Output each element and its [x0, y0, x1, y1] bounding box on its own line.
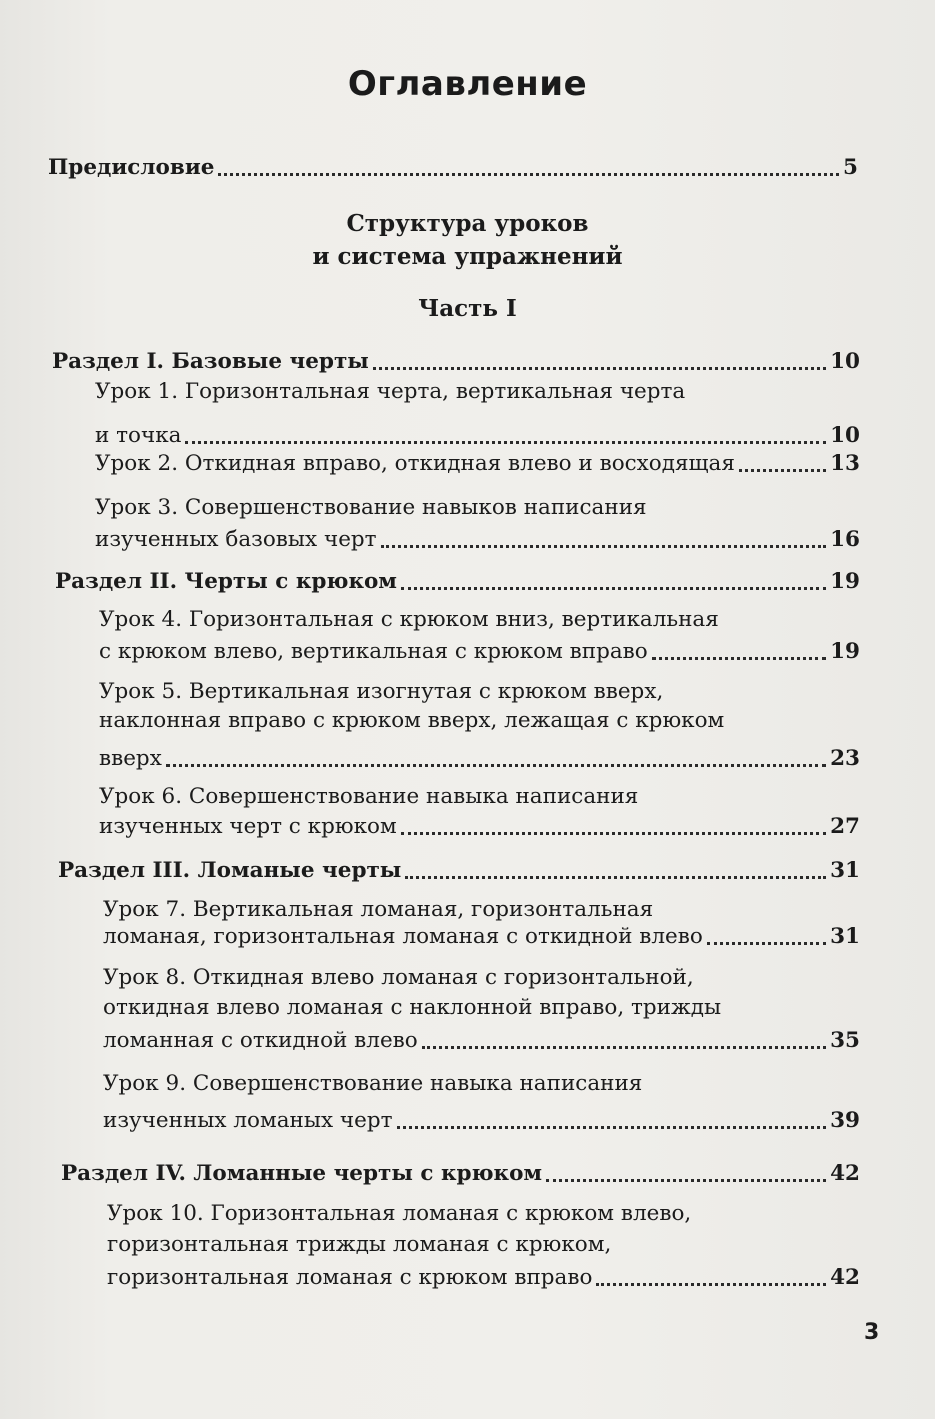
toc-lesson-text: Урок 10. Горизонтальная ломаная с крюком влево,	[107, 1201, 692, 1226]
toc-lesson-line	[103, 1068, 860, 1100]
toc-lesson-line[interactable]	[103, 1025, 860, 1057]
toc-lesson-text: Урок 6. Совершенствование навыка написания	[99, 784, 639, 809]
toc-lesson-line	[99, 705, 860, 737]
toc-section-label: Раздел II. Черты с крюком	[55, 569, 397, 594]
structure-heading: Структура уроков	[346, 210, 589, 237]
toc-lesson-line[interactable]	[107, 1262, 860, 1294]
toc-entry-page: 5	[843, 155, 858, 180]
toc-lesson-text: изученных ломаных черт	[103, 1108, 393, 1133]
toc-lesson-line	[103, 992, 860, 1024]
toc-lesson-line[interactable]	[95, 524, 860, 556]
toc-lesson-line[interactable]	[103, 921, 860, 953]
leader-dots	[422, 1046, 826, 1049]
toc-section-page: 10	[830, 349, 860, 374]
toc-lesson-page: 23	[830, 746, 860, 771]
toc-section-1[interactable]	[52, 346, 860, 378]
toc-lesson-line	[99, 781, 860, 813]
leader-dots	[373, 367, 826, 370]
toc-lesson-text: с крюком влево, вертикальная с крюком вправо	[99, 639, 648, 664]
toc-lesson-text: горизонтальная трижды ломаная с крюком,	[107, 1232, 612, 1257]
toc-lesson-text: Урок 1. Горизонтальная черта, вертикальная черта	[95, 379, 686, 404]
toc-entry-preface[interactable]	[48, 152, 858, 184]
toc-lesson-text: Урок 9. Совершенствование навыка написания	[103, 1071, 643, 1096]
toc-lesson-text: наклонная вправо с крюком вверх, лежащая с крюком	[99, 708, 725, 733]
toc-lesson-text: ломаная, горизонтальная ломаная с откидной влево	[103, 924, 703, 949]
toc-lesson-text: изученных черт с крюком	[99, 814, 397, 839]
toc-section-page: 31	[830, 858, 860, 883]
toc-lesson-page: 16	[830, 527, 860, 552]
toc-section-label: Раздел I. Базовые черты	[52, 349, 369, 374]
leader-dots	[218, 173, 839, 176]
toc-lesson-page: 27	[830, 814, 860, 839]
leader-dots	[739, 469, 826, 472]
leader-dots	[381, 545, 826, 548]
page-number: 3	[864, 1320, 880, 1345]
toc-lesson-page: 31	[830, 924, 860, 949]
leader-dots	[707, 942, 826, 945]
toc-lesson-page: 35	[830, 1028, 860, 1053]
leader-dots	[546, 1179, 826, 1182]
toc-lesson-line	[99, 604, 860, 636]
leader-dots	[401, 587, 826, 590]
toc-lesson-text: Урок 4. Горизонтальная с крюком вниз, вертикальная	[99, 607, 719, 632]
toc-entry-label: Предисловие	[48, 155, 215, 180]
toc-lesson-line[interactable]	[103, 1105, 860, 1137]
toc-lesson-page: 19	[830, 639, 860, 664]
toc-lesson-line	[95, 376, 860, 408]
structure-subheading: и система упражнений	[312, 243, 623, 270]
toc-lesson-line	[107, 1229, 860, 1261]
toc-lesson-text: и точка	[95, 423, 182, 448]
toc-lesson-page: 10	[830, 423, 860, 448]
toc-lesson-text: Урок 7. Вертикальная ломаная, горизонтальная	[103, 897, 654, 922]
toc-lesson-line[interactable]	[99, 636, 860, 668]
toc-lesson-text: Урок 3. Совершенствование навыков написания	[95, 495, 647, 520]
leader-dots	[652, 657, 826, 660]
toc-lesson-text: ломанная с откидной влево	[103, 1028, 418, 1053]
toc-lesson-text: Урок 5. Вертикальная изогнутая с крюком вверх,	[99, 679, 664, 704]
toc-lesson-line[interactable]	[99, 811, 860, 843]
leader-dots	[405, 876, 826, 879]
toc-lesson-line	[95, 492, 860, 524]
toc-lesson-line[interactable]	[95, 448, 860, 480]
toc-lesson-page: 39	[830, 1108, 860, 1133]
leader-dots	[401, 832, 826, 835]
toc-section-2[interactable]	[55, 566, 860, 598]
toc-section-4[interactable]	[61, 1158, 860, 1190]
toc-lesson-text: изученных базовых черт	[95, 527, 377, 552]
part-heading: Часть I	[418, 295, 517, 322]
leader-dots	[397, 1126, 827, 1129]
leader-dots	[596, 1283, 826, 1286]
page-title: Оглавление	[347, 64, 588, 104]
leader-dots	[185, 441, 826, 444]
toc-section-label: Раздел III. Ломаные черты	[58, 858, 402, 883]
toc-lesson-line	[107, 1198, 860, 1230]
toc-lesson-text: Урок 2. Откидная вправо, откидная влево и восходящая	[95, 451, 735, 476]
toc-section-3[interactable]	[58, 855, 860, 887]
toc-lesson-page: 42	[830, 1265, 860, 1290]
toc-lesson-text: Урок 8. Откидная влево ломаная с горизонтальной,	[103, 965, 694, 990]
toc-section-label: Раздел IV. Ломанные черты с крюком	[61, 1161, 543, 1186]
toc-section-page: 19	[830, 569, 860, 594]
toc-lesson-line[interactable]	[99, 743, 860, 775]
leader-dots	[166, 764, 826, 767]
toc-lesson-text: откидная влево ломаная с наклонной вправо, трижды	[103, 995, 722, 1020]
toc-lesson-text: горизонтальная ломаная с крюком вправо	[107, 1265, 593, 1290]
toc-lesson-page: 13	[830, 451, 860, 476]
toc-section-page: 42	[830, 1161, 860, 1186]
toc-lesson-text: вверх	[99, 746, 162, 771]
toc-lesson-line	[103, 962, 860, 994]
toc-lesson-line	[99, 676, 860, 708]
